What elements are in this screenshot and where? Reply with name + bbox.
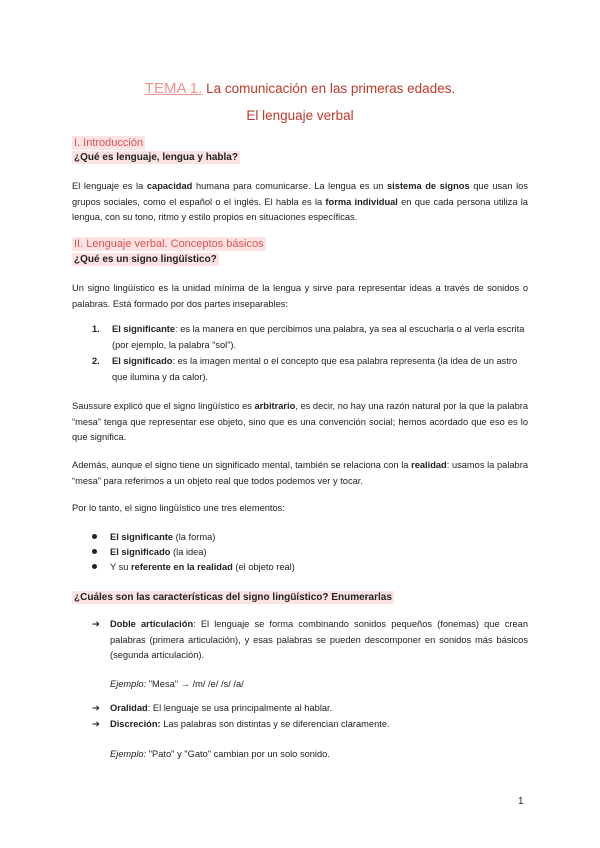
text-run: que usan los grupos sociales, como el español o el inglés. El habla es la <box>72 181 528 207</box>
bold-run: El significado <box>110 547 171 557</box>
text-run: : El lenguaje se forma combinando sonidos pequeños (fonemas) que crean palabras (primera articulación), y esas palabras se pueden descomponer en sonidos más básicos (segunda articulación). <box>110 619 528 660</box>
text-run: en que cada persona utiliza la lengua, con su tono, ritmo y estilo propios en situaciones específicas. <box>72 196 528 222</box>
text-run: Además, aunque el signo tiene un significado mental, también se relaciona con la <box>72 460 412 470</box>
question-heading-signo: ¿Qué es un signo lingüístico? <box>74 254 217 265</box>
bold-run: Oralidad <box>110 703 148 713</box>
section-heading-verbal: II. Lenguaje verbal. Conceptos básicos <box>74 238 264 250</box>
bold-run: realidad <box>411 460 447 470</box>
ordered-item-significado <box>92 354 528 385</box>
text-run: (la idea) <box>170 547 207 557</box>
text-run: (el objeto real) <box>232 562 295 572</box>
bold-run: capacidad <box>146 181 193 191</box>
list-number: 2. <box>92 356 100 366</box>
bold-run: sistema de signos <box>387 181 470 191</box>
bold-run: referente en la realidad <box>131 562 233 572</box>
bullet-icon <box>92 549 97 554</box>
bullet-icon <box>92 534 97 539</box>
bullet-icon <box>92 564 97 569</box>
bold-run: arbitrario <box>254 401 296 411</box>
arrow-right-icon: ➔ <box>92 619 100 629</box>
question-heading-lenguaje: ¿Qué es lenguaje, lengua y habla? <box>74 152 238 163</box>
page-number: 1 <box>518 796 524 807</box>
bold-run: El significante <box>110 532 174 542</box>
text-run: "Pato" y "Gato" cambian por un solo sonido. <box>146 749 330 759</box>
ordered-item-significante <box>92 322 528 353</box>
paragraph-realidad <box>72 458 528 489</box>
text-run: Las palabras son distintas y se diferencian claramente. <box>160 719 390 729</box>
text-run: : usamos la palabra “mesa” para referirnos a un objeto real que todos podemos ver y tocar. <box>72 460 528 486</box>
paragraph-tres-elementos: Por lo tanto, el signo lingüístico une tres elementos: <box>72 503 285 513</box>
bullet-item-referente <box>92 560 295 575</box>
text-run: : El lenguaje se usa principalmente al hablar. <box>147 703 333 713</box>
bold-run: Discreción: <box>110 719 161 729</box>
text-run: humana para comunicarse. La lengua es un <box>192 181 388 191</box>
section-heading-intro: I. Introducción <box>74 137 144 149</box>
text-run: : es la manera en que percibimos una palabra, ya sea al escucharla o al verla escrita (por ejemplo, la palabra “sol”). <box>112 324 525 350</box>
text-run: , es decir, no hay una razón natural por la que la palabra “mesa” tenga que representar ese objeto, sino que es una convención social; hemos acordado que eso es lo que significa. <box>72 401 529 442</box>
text-run: "Mesa" → /m/ /e/ /s/ /a/ <box>146 679 244 689</box>
arrow-item-doble-articulacion <box>92 617 528 664</box>
bold-run: El significado <box>112 356 173 366</box>
arrow-item-oralidad <box>92 701 528 717</box>
paragraph-intro <box>72 179 528 226</box>
text-run: : es la imagen mental o el concepto que esa palabra representa (la idea de un astro que ilumina y da calor). <box>112 356 518 382</box>
bold-run: Doble articulación <box>110 619 194 629</box>
arrow-right-icon: ➔ <box>92 719 100 729</box>
arrow-item-discrecion <box>92 717 528 733</box>
text-run: Y su <box>110 562 132 572</box>
example-mesa <box>110 677 244 692</box>
text-run: (la forma) <box>173 532 216 542</box>
text-run: El lenguaje es la <box>72 181 147 191</box>
page-subtitle: El lenguaje verbal <box>246 108 354 123</box>
title-text: La comunicación en las primeras edades. <box>202 81 456 96</box>
paragraph-saussure <box>72 399 528 446</box>
arrow-right-icon: ➔ <box>92 703 100 713</box>
example-pato-gato <box>110 747 330 762</box>
text-run: Saussure explicó que el signo lingüístico es <box>72 401 255 411</box>
bullet-item-significado <box>92 545 207 560</box>
bold-run: forma individual <box>325 196 398 207</box>
page-title <box>0 80 600 97</box>
bold-run: El significante <box>112 324 176 334</box>
list-number: 1. <box>92 324 100 334</box>
example-label: Ejemplo: <box>110 749 147 759</box>
tema-label: TEMA 1. <box>144 80 203 97</box>
example-label: Ejemplo: <box>110 679 147 689</box>
question-heading-caracteristicas: ¿Cuáles son las características del signo lingüístico? Enumerarlas <box>74 592 392 603</box>
bullet-item-significante <box>92 530 215 545</box>
paragraph-signo: Un signo lingüístico es la unidad mínima de la lengua y sirve para representar ideas a través de sonidos o palabras. Está formado por dos partes inseparables: <box>72 283 528 309</box>
